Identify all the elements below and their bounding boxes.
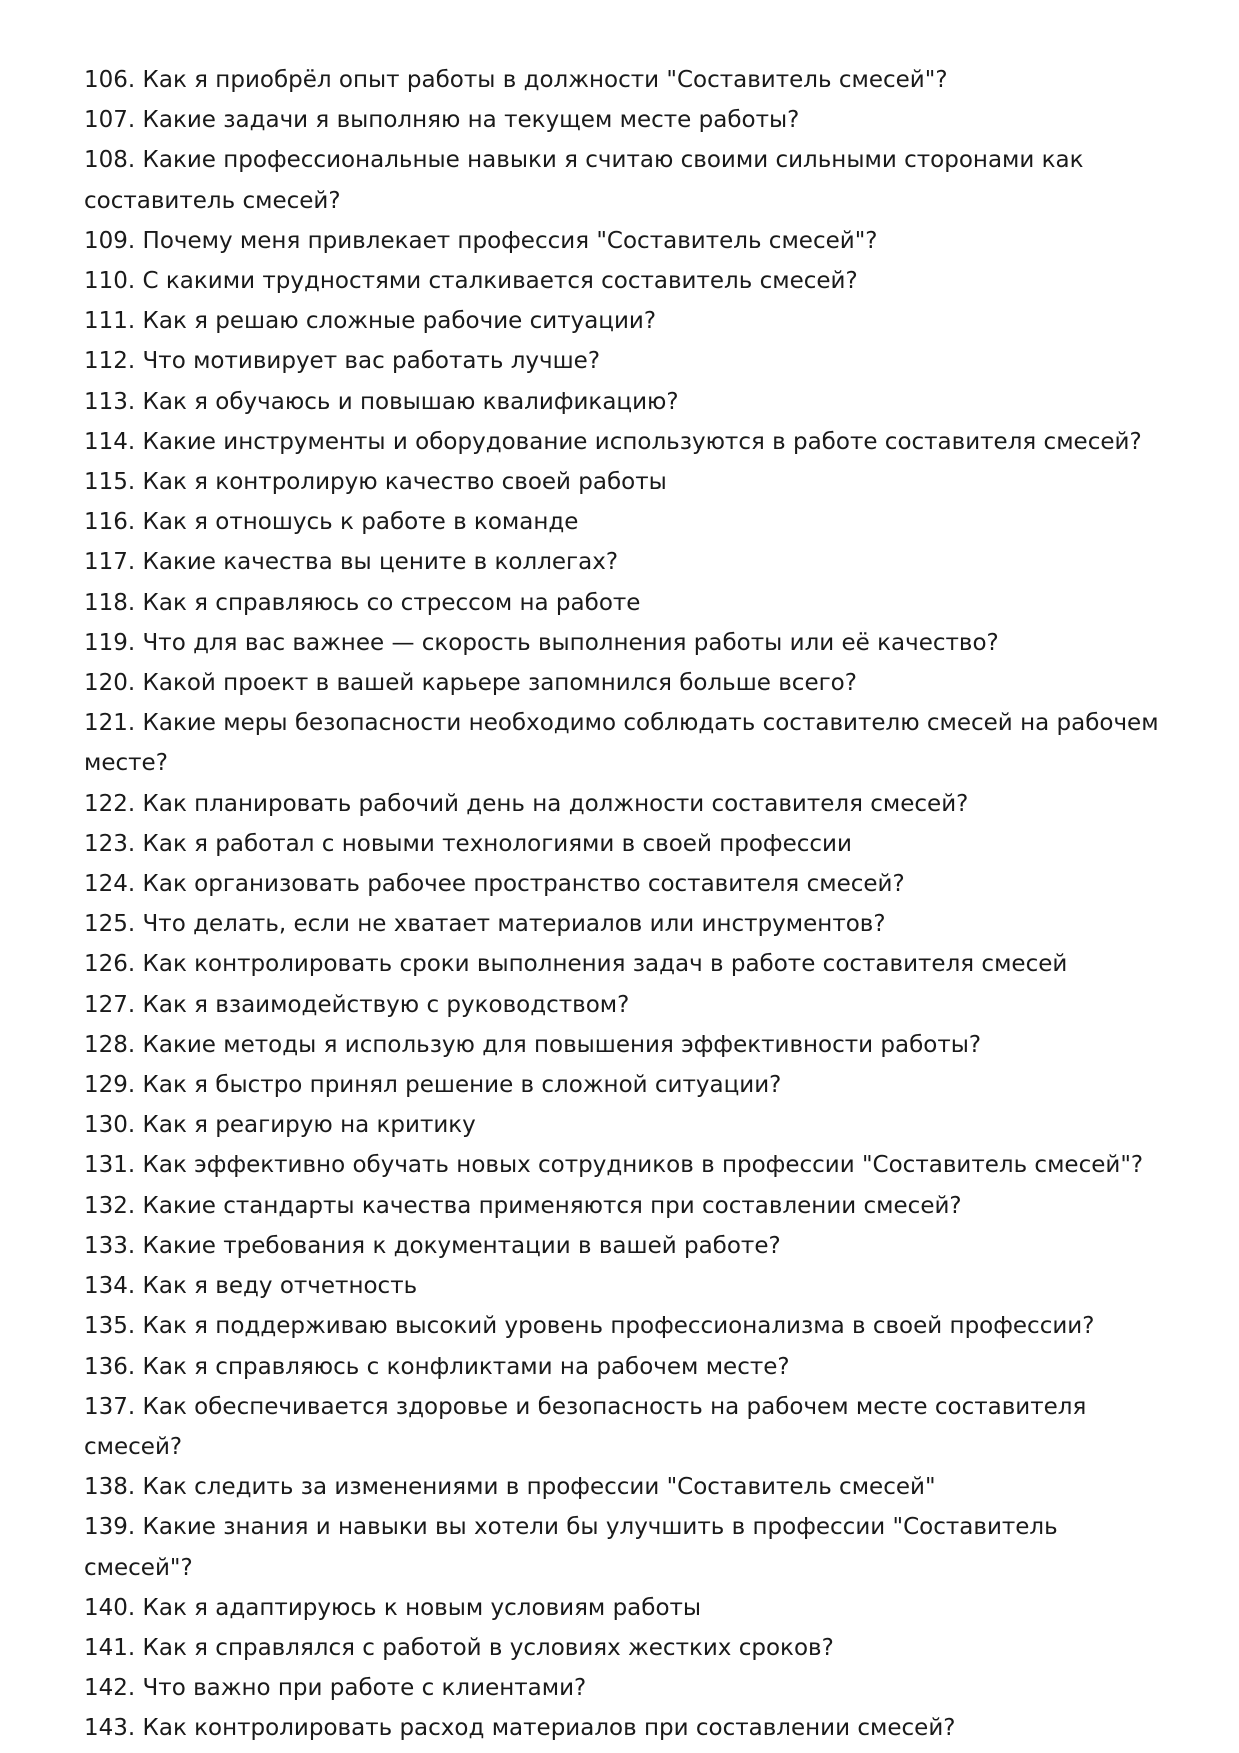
item-text: Какие знания и навыки вы хотели бы улучшить в профессии "Составитель смесей"? [84,1514,1058,1581]
item-text: Как я справляюсь с конфликтами на рабочем месте? [142,1353,790,1380]
item-text: С какими трудностями сталкивается составитель смесей? [142,268,858,295]
item-number: 110. [84,268,136,295]
item-text: Как я веду отчетность [142,1273,418,1300]
item-text: Как я справлялся с работой в условиях жестких сроков? [142,1634,834,1661]
list-item [84,1306,1164,1346]
item-number: 142. [84,1675,136,1702]
item-number: 121. [84,710,136,737]
item-number: 122. [84,790,136,817]
item-text: Как я работал с новыми технологиями в своей профессии [142,830,852,857]
item-number: 129. [84,1072,136,1099]
list-item [84,1668,1164,1708]
item-text: Какие задачи я выполняю на текущем месте работы? [142,107,800,134]
item-number: 133. [84,1232,136,1259]
item-text: Что для вас важнее — скорость выполнения работы или её качество? [142,629,999,656]
list-item [84,1507,1164,1587]
item-text: Что мотивирует вас работать лучше? [142,348,601,375]
list-item [84,623,1164,663]
item-text: Какие методы я использую для повышения эффективности работы? [142,1031,982,1058]
list-item [84,864,1164,904]
list-item [84,382,1164,422]
item-text: Как эффективно обучать новых сотрудников в профессии "Составитель смесей"? [142,1152,1144,1179]
item-text: Как планировать рабочий день на должности составителя смесей? [142,790,969,817]
item-number: 140. [84,1594,136,1621]
item-text: Как я решаю сложные рабочие ситуации? [142,308,657,335]
list-item [84,1226,1164,1266]
list-item [84,1708,1164,1748]
item-number: 136. [84,1353,136,1380]
item-text: Какие качества вы цените в коллегах? [142,549,619,576]
list-item [84,1387,1164,1467]
item-number: 113. [84,388,136,415]
item-text: Как я обучаюсь и повышаю квалификацию? [142,388,679,415]
item-text: Как контролировать сроки выполнения задач в работе составителя смесей [142,951,1068,978]
item-text: Как контролировать расход материалов при составлении смесей? [142,1715,956,1742]
item-text: Что важно при работе с клиентами? [142,1675,587,1702]
list-item [84,462,1164,502]
list-item [84,1347,1164,1387]
item-number: 143. [84,1715,136,1742]
item-text: Как организовать рабочее пространство составителя смесей? [142,871,905,898]
item-text: Какие меры безопасности необходимо соблюдать составителю смесей на рабочем месте? [84,710,1159,777]
item-number: 137. [84,1393,136,1420]
item-number: 135. [84,1313,136,1340]
item-text: Какие инструменты и оборудование используются в работе составителя смесей? [142,428,1142,455]
item-number: 114. [84,428,136,455]
list-item [84,944,1164,984]
item-number: 138. [84,1474,136,1501]
item-number: 106. [84,67,136,93]
item-number: 139. [84,1514,136,1541]
item-number: 126. [84,951,136,978]
list-item [84,1628,1164,1668]
item-number: 116. [84,509,136,536]
list-item [84,985,1164,1025]
item-number: 117. [84,549,136,576]
list-item [84,1105,1164,1145]
item-number: 111. [84,308,136,335]
item-text: Какой проект в вашей карьере запомнился больше всего? [142,670,857,697]
item-number: 123. [84,830,136,857]
item-number: 124. [84,871,136,898]
list-item [84,140,1164,220]
item-number: 134. [84,1273,136,1300]
item-text: Как я приобрёл опыт работы в должности "Составитель смесей"? [142,67,948,93]
list-item [84,1025,1164,1065]
list-item [84,422,1164,462]
list-item [84,60,1164,100]
item-text: Как я реагирую на критику [142,1112,476,1139]
item-number: 131. [84,1152,136,1179]
list-item [84,824,1164,864]
list-item [84,1145,1164,1185]
item-text: Что делать, если не хватает материалов или инструментов? [142,911,886,938]
item-number: 108. [84,147,136,174]
list-item [84,1186,1164,1226]
item-text: Как я поддерживаю высокий уровень профессионализма в своей профессии? [142,1313,1095,1340]
list-item [84,502,1164,542]
list-item [84,221,1164,261]
item-number: 109. [84,227,136,254]
item-text: Как я контролирую качество своей работы [142,469,667,496]
list-item [84,1588,1164,1628]
item-number: 130. [84,1112,136,1139]
list-item [84,100,1164,140]
item-text: Как я отношусь к работе в команде [142,509,579,536]
list-item [84,663,1164,703]
list-item [84,703,1164,783]
item-text: Как я справляюсь со стрессом на работе [142,589,641,616]
item-text: Какие требования к документации в вашей работе? [142,1232,781,1259]
item-number: 115. [84,469,136,496]
list-item [84,341,1164,381]
list-item [84,261,1164,301]
item-number: 127. [84,991,136,1018]
item-text: Какие стандарты качества применяются при составлении смесей? [142,1192,962,1219]
item-number: 141. [84,1634,136,1661]
list-item [84,583,1164,623]
item-number: 112. [84,348,136,375]
list-item [84,1467,1164,1507]
item-text: Как следить за изменениями в профессии "Составитель смесей" [142,1474,936,1501]
item-text: Как я взаимодействую с руководством? [142,991,630,1018]
question-list [84,60,1164,1749]
item-text: Почему меня привлекает профессия "Составитель смесей"? [142,227,878,254]
list-item [84,1065,1164,1105]
item-text: Как я быстро принял решение в сложной ситуации? [142,1072,782,1099]
item-number: 120. [84,670,136,697]
item-text: Какие профессиональные навыки я считаю своими сильными сторонами как составитель смесей? [84,147,1084,214]
list-item [84,542,1164,582]
item-number: 128. [84,1031,136,1058]
item-number: 107. [84,107,136,134]
list-item [84,784,1164,824]
list-item [84,904,1164,944]
item-number: 119. [84,629,136,656]
list-item [84,301,1164,341]
item-number: 125. [84,911,136,938]
item-text: Как я адаптируюсь к новым условиям работы [142,1594,702,1621]
item-number: 132. [84,1192,136,1219]
list-item [84,1266,1164,1306]
item-number: 118. [84,589,136,616]
item-text: Как обеспечивается здоровье и безопасность на рабочем месте составителя смесей? [84,1393,1087,1460]
